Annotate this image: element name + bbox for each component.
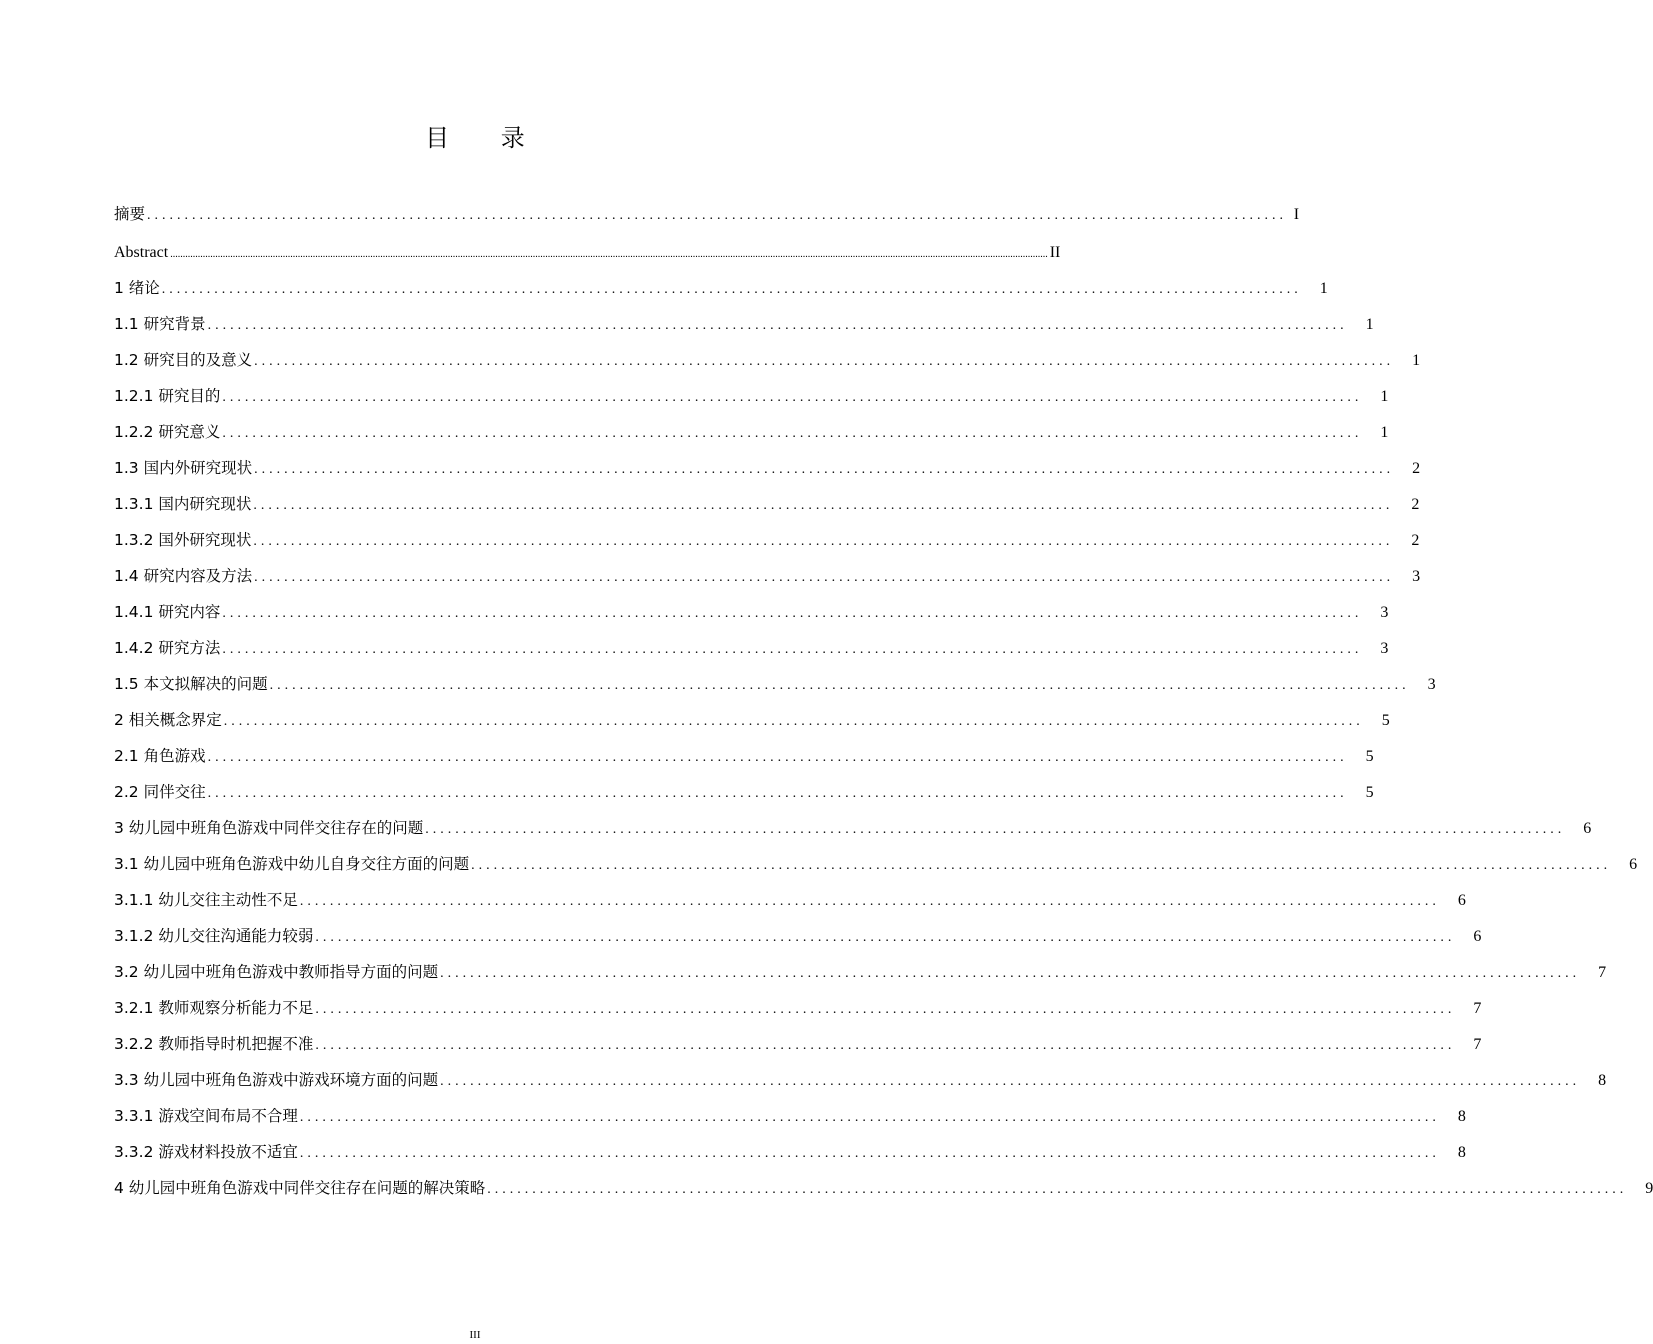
toc-entry[interactable]: [114, 738, 1374, 774]
toc-entry-page-number: 2: [1411, 496, 1420, 513]
toc-entry-page-number: 9: [1645, 1180, 1653, 1197]
toc-entry-label: 3.2 幼儿园中班角色游戏中教师指导方面的问题: [114, 963, 439, 981]
toc-dot-leader: ........................................................................................................................................................: [222, 390, 1363, 405]
toc-entry-label: 3.3.2 游戏材料投放不适宜: [114, 1143, 298, 1161]
toc-entry-page-number: 5: [1381, 712, 1390, 729]
toc-entry[interactable]: [114, 774, 1374, 810]
toc-dot-leader: ........................................................................................................................................................: [299, 894, 1440, 909]
toc-entry-page-number: 7: [1473, 1000, 1482, 1017]
toc-entry-page-number: I: [1293, 206, 1300, 223]
toc-dot-leader: ........................................................................................................................................................: [487, 1182, 1628, 1197]
toc-entry[interactable]: [114, 594, 1389, 630]
toc-entry-page-number: 3: [1427, 676, 1436, 693]
toc-dot-leader: ........................................................................................................................................................: [161, 282, 1302, 297]
toc-entry-label: 1.2.1 研究目的: [114, 387, 221, 405]
toc-entry-label: 3.1 幼儿园中班角色游戏中幼儿自身交往方面的问题: [114, 855, 470, 873]
toc-entry[interactable]: [114, 522, 1420, 558]
toc-dot-leader: ........................................................................................................................................................: [315, 930, 1456, 945]
toc-entry-label: 1 绪论: [114, 279, 160, 297]
toc-entry[interactable]: [114, 486, 1420, 522]
toc-entry-label: 1.4.1 研究内容: [114, 603, 221, 621]
toc-entry[interactable]: [114, 630, 1389, 666]
toc-entry-page-number: 2: [1411, 532, 1420, 549]
toc-entry-page-number: 6: [1583, 820, 1592, 837]
toc-dot-leader: ........................................................................................................................................................: [315, 1002, 1456, 1017]
toc-dot-leader: ........................................................................................................................................................: [207, 318, 1348, 333]
toc-entry-page-number: II: [1049, 244, 1061, 261]
toc-entry-page-number: 8: [1598, 1072, 1607, 1089]
toc-dot-leader: ........................................................................................................................................................: [147, 208, 1288, 223]
toc-dot-leader: ........................................................................................................................................................: [440, 966, 1581, 981]
toc-entry-page-number: 6: [1629, 856, 1638, 873]
toc-dot-leader: ........................................................................................................................................................: [425, 822, 1566, 837]
toc-entry-page-number: 3: [1380, 640, 1389, 657]
toc-entry-label: 2.2 同伴交往: [114, 783, 206, 801]
toc-entry-label: 3 幼儿园中班角色游戏中同伴交往存在的问题: [114, 819, 424, 837]
toc-dot-leader: ........................................................................................................................................................: [254, 462, 1395, 477]
toc-entry[interactable]: [114, 1062, 1607, 1098]
toc-entry-label: 1.3.2 国外研究现状: [114, 531, 252, 549]
toc-entry[interactable]: [114, 378, 1389, 414]
toc-dot-leader: ...............................................................................................................................................................................................................................................................................................................................................................: [170, 249, 1048, 260]
toc-entry[interactable]: [114, 414, 1389, 450]
toc-dot-leader: ........................................................................................................................................................: [253, 498, 1394, 513]
toc-dot-leader: ........................................................................................................................................................: [269, 678, 1410, 693]
toc-entry-label: Abstract: [114, 244, 169, 261]
toc-dot-leader: ........................................................................................................................................................: [471, 858, 1612, 873]
toc-entry[interactable]: [114, 954, 1607, 990]
toc-dot-leader: ........................................................................................................................................................: [223, 714, 1364, 729]
toc-dot-leader: ........................................................................................................................................................: [254, 354, 1395, 369]
toc-entry-label: 3.1.2 幼儿交往沟通能力较弱: [114, 927, 314, 945]
toc-dot-leader: ........................................................................................................................................................: [222, 642, 1363, 657]
toc-entry[interactable]: [114, 1026, 1482, 1062]
toc-entry-label: 3.3.1 游戏空间布局不合理: [114, 1107, 298, 1125]
toc-entry[interactable]: [114, 306, 1374, 342]
toc-entry[interactable]: [114, 846, 1638, 882]
toc-entry[interactable]: [114, 558, 1421, 594]
toc-entry[interactable]: [114, 342, 1421, 378]
toc-dot-leader: ........................................................................................................................................................: [222, 606, 1363, 621]
toc-dot-leader: ........................................................................................................................................................: [440, 1074, 1581, 1089]
toc-entry-page-number: 7: [1473, 1036, 1482, 1053]
toc-entry-label: 3.1.1 幼儿交往主动性不足: [114, 891, 298, 909]
toc-dot-leader: ........................................................................................................................................................: [207, 786, 1348, 801]
toc-entry-page-number: 8: [1457, 1108, 1466, 1125]
toc-entry-page-number: 1: [1412, 352, 1421, 369]
toc-entry-page-number: 3: [1412, 568, 1421, 585]
toc-dot-leader: ........................................................................................................................................................: [253, 534, 1394, 549]
toc-entry-label: 3.3 幼儿园中班角色游戏中游戏环境方面的问题: [114, 1071, 439, 1089]
toc-entry[interactable]: [114, 1170, 1653, 1206]
toc-entry[interactable]: [114, 702, 1390, 738]
toc-entry[interactable]: [114, 235, 1061, 270]
toc-entry[interactable]: [114, 810, 1592, 846]
toc-entry[interactable]: [114, 270, 1328, 306]
toc-entry-label: 3.2.1 教师观察分析能力不足: [114, 999, 314, 1017]
toc-entry-label: 1.4.2 研究方法: [114, 639, 221, 657]
toc-entry-page-number: 6: [1473, 928, 1482, 945]
toc-entry[interactable]: [114, 666, 1436, 702]
toc-dot-leader: ........................................................................................................................................................: [222, 426, 1363, 441]
toc-entry[interactable]: [114, 450, 1421, 486]
toc-entry-label: 3.2.2 教师指导时机把握不准: [114, 1035, 314, 1053]
page-title: 目 录: [425, 124, 547, 152]
toc-dot-leader: ........................................................................................................................................................: [207, 750, 1348, 765]
toc-entry-page-number: 7: [1598, 964, 1607, 981]
table-of-contents: [114, 196, 1653, 1206]
toc-entry-label: 1.4 研究内容及方法: [114, 567, 253, 585]
toc-entry-page-number: 1: [1319, 280, 1328, 297]
toc-entry-page-number: 5: [1365, 784, 1374, 801]
toc-entry[interactable]: [114, 1098, 1466, 1134]
toc-entry-label: 1.2 研究目的及意义: [114, 351, 253, 369]
toc-entry-page-number: 6: [1457, 892, 1466, 909]
toc-entry-page-number: 3: [1380, 604, 1389, 621]
toc-entry-label: 1.3 国内外研究现状: [114, 459, 253, 477]
toc-entry-label: 2 相关概念界定: [114, 711, 222, 729]
toc-dot-leader: ........................................................................................................................................................: [254, 570, 1395, 585]
toc-dot-leader: ........................................................................................................................................................: [299, 1146, 1440, 1161]
toc-entry-page-number: 2: [1412, 460, 1421, 477]
toc-entry[interactable]: [114, 918, 1482, 954]
toc-entry-page-number: 1: [1365, 316, 1374, 333]
toc-entry[interactable]: [114, 1134, 1466, 1170]
toc-entry-label: 1.5 本文拟解决的问题: [114, 675, 268, 693]
toc-entry-page-number: 1: [1380, 388, 1389, 405]
toc-entry-label: 4 幼儿园中班角色游戏中同伴交往存在问题的解决策略: [114, 1179, 486, 1197]
toc-entry-page-number: 8: [1457, 1144, 1466, 1161]
toc-entry-label: 1.1 研究背景: [114, 315, 206, 333]
toc-dot-leader: ........................................................................................................................................................: [299, 1110, 1440, 1125]
toc-entry-page-number: 5: [1365, 748, 1374, 765]
toc-entry-label: 1.2.2 研究意义: [114, 423, 221, 441]
toc-entry-page-number: 1: [1380, 424, 1389, 441]
toc-entry[interactable]: [114, 882, 1466, 918]
toc-entry[interactable]: [114, 196, 1300, 235]
toc-entry-label: 2.1 角色游戏: [114, 747, 206, 765]
toc-entry[interactable]: [114, 990, 1482, 1026]
toc-dot-leader: ........................................................................................................................................................: [315, 1038, 1456, 1053]
page-footer-number: III: [469, 1329, 481, 1341]
toc-entry-label: 1.3.1 国内研究现状: [114, 495, 252, 513]
toc-entry-label: 摘要: [114, 205, 146, 223]
